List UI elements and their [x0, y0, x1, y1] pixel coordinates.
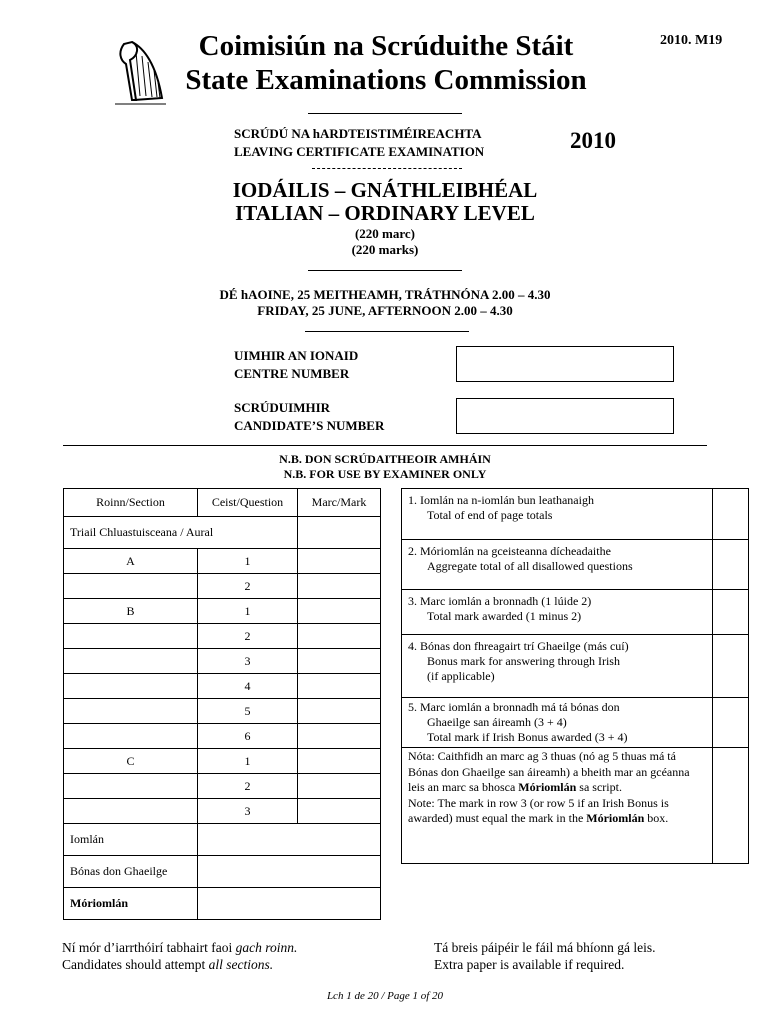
paper-code: 2010. M19 [660, 33, 723, 48]
table-row [64, 674, 381, 699]
column-header-mark: Marc/Mark [298, 489, 381, 517]
question-cell: 3 [198, 649, 298, 674]
note-english-text: Note: The mark in row 3 (or row 5 if an Irish Bonus is awarded) must equal the mark in the [408, 795, 669, 825]
table-row [64, 749, 381, 774]
extra-paper-english: Extra paper is available if required. [434, 957, 625, 972]
examiner-only-note-irish: N.B. DON SCRÚDAITHEOIR AMHÁIN [279, 452, 491, 466]
table-row [64, 699, 381, 724]
divider [63, 445, 707, 446]
total-label: Iomlán [64, 824, 198, 856]
row-label-irish: 2. Móriomlán na gceisteanna dícheadaithe [408, 544, 611, 558]
table-row [64, 549, 381, 574]
examiner-row [402, 489, 713, 540]
row-label-irish: 5. Marc iomlán a bronnadh má tá bónas don [408, 700, 620, 714]
mark-cell[interactable] [298, 549, 381, 574]
question-cell: 5 [198, 699, 298, 724]
candidate-number-input[interactable] [456, 398, 674, 434]
row-label-english: Total mark if Irish Bonus awarded (3 + 4) [427, 730, 628, 744]
section-cell [64, 674, 198, 699]
grand-total-mark-cell[interactable] [198, 888, 381, 920]
section-cell: A [64, 549, 198, 574]
note-english-text-end: box. [644, 811, 669, 825]
mark-cell[interactable] [298, 774, 381, 799]
row-label-english: Total mark awarded (1 minus 2) [427, 609, 582, 623]
subject-irish: IODÁILIS – GNÁTHLEIBHÉAL [232, 178, 538, 202]
table-row [64, 599, 381, 624]
row-label-english-note: (if applicable) [427, 669, 495, 683]
question-cell: 2 [198, 574, 298, 599]
extra-paper-irish: Tá breis páipéir le fáil má bhíonn gá leis. [434, 940, 656, 955]
question-cell: 4 [198, 674, 298, 699]
section-cell [64, 724, 198, 749]
section-cell [64, 624, 198, 649]
section-cell [64, 774, 198, 799]
row-label-english: Total of end of page totals [427, 508, 553, 522]
grand-total-label: Móriomlán [64, 888, 198, 920]
question-cell: 1 [198, 599, 298, 624]
candidate-number-label-english: CANDIDATE’S NUMBER [234, 418, 385, 433]
row-label-irish: 3. Marc iomlán a bronnadh (1 lúide 2) [408, 594, 592, 608]
examiner-only-note-english: N.B. FOR USE BY EXAMINER ONLY [283, 467, 487, 481]
exam-name-irish: SCRÚDÚ NA hARDTEISTIMÉIREACHTA [234, 126, 482, 141]
column-header-section: Roinn/Section [64, 489, 198, 517]
examiner-mark-cell[interactable] [713, 698, 749, 748]
harp-logo-icon [110, 38, 170, 108]
examiner-note [402, 748, 713, 864]
row-label-english: Bonus mark for answering through Irish [427, 654, 620, 668]
mark-cell[interactable] [298, 649, 381, 674]
question-cell: 2 [198, 624, 298, 649]
mark-cell[interactable] [298, 624, 381, 649]
candidate-number-label-irish: SCRÚDUIMHIR [234, 400, 331, 415]
instruction-irish-text: Ní mór d’iarrthóirí tabhairt faoi [62, 940, 236, 955]
column-header-question: Ceist/Question [198, 489, 298, 517]
question-cell: 3 [198, 799, 298, 824]
bonus-label: Bónas don Ghaeilge [64, 856, 198, 888]
mark-cell[interactable] [298, 749, 381, 774]
mark-cell[interactable] [298, 574, 381, 599]
examiner-row [402, 590, 713, 635]
section-cell [64, 799, 198, 824]
examiner-blank-cell [713, 748, 749, 864]
examiner-mark-cell[interactable] [713, 489, 749, 540]
instruction-irish [62, 940, 297, 956]
subject-english: ITALIAN – ORDINARY LEVEL [235, 201, 535, 225]
mark-cell[interactable] [298, 699, 381, 724]
instruction-english-emphasis: all sections. [208, 957, 274, 972]
divider [312, 168, 462, 169]
mark-cell[interactable] [298, 724, 381, 749]
examiner-row [402, 698, 713, 748]
note-irish-text-end: sa script. [576, 780, 622, 794]
note-irish-bold: Móriomlán [518, 780, 577, 794]
note-irish-text: Nóta: Caithfidh an marc ag 3 thuas (nó ag 5 thuas má tá Bónas don Ghaeilge san áireamh) a bheith mar an gcéanna leis an marc sa bhosca [408, 749, 690, 794]
mark-cell[interactable] [298, 517, 381, 549]
note-english-bold: Móriomlán [586, 811, 645, 825]
exam-name-english: LEAVING CERTIFICATE EXAMINATION [234, 144, 485, 159]
centre-number-input[interactable] [456, 346, 674, 382]
question-cell: 2 [198, 774, 298, 799]
table-row [64, 724, 381, 749]
row-label-irish: 4. Bónas don fhreagairt trí Ghaeilge (más cuí) [408, 639, 629, 653]
bonus-mark-cell[interactable] [198, 856, 381, 888]
section-cell [64, 574, 198, 599]
row-label-irish-cont: Ghaeilge san áireamh (3 + 4) [427, 715, 567, 729]
total-mark-cell[interactable] [198, 824, 381, 856]
row-label-irish: 1. Iomlán na n-iomlán bun leathanaigh [408, 493, 594, 507]
total-marks-english: (220 marks) [351, 242, 419, 257]
question-cell: 1 [198, 749, 298, 774]
examiner-row [402, 635, 713, 698]
row-label-english: Aggregate total of all disallowed questions [427, 559, 633, 573]
commission-title-english: State Examinations Commission [185, 64, 587, 96]
table-row [64, 799, 381, 824]
table-row [64, 574, 381, 599]
question-cell: 6 [198, 724, 298, 749]
examiner-mark-cell[interactable] [713, 540, 749, 590]
commission-title-irish: Coimisiún na Scrúduithe Stáit [198, 30, 574, 62]
mark-cell[interactable] [298, 599, 381, 624]
examiner-totals-table [401, 488, 749, 864]
examiner-mark-cell[interactable] [713, 635, 749, 698]
instruction-english [62, 957, 273, 973]
mark-cell[interactable] [298, 674, 381, 699]
page-number: Lch 1 de 20 / Page 1 of 20 [326, 990, 444, 1002]
section-cell: B [64, 599, 198, 624]
section-marks-table [63, 488, 381, 920]
divider [308, 113, 462, 114]
total-marks-irish: (220 marc) [354, 226, 416, 241]
divider [305, 331, 469, 332]
section-cell: C [64, 749, 198, 774]
aural-label: Triail Chluastuisceana / Aural [64, 517, 298, 549]
divider [308, 270, 462, 271]
mark-cell[interactable] [298, 799, 381, 824]
centre-number-label-english: CENTRE NUMBER [234, 366, 350, 381]
exam-date-irish: DÉ hAOINE, 25 MEITHEAMH, TRÁTHNÓNA 2.00 – 4.30 [219, 287, 551, 302]
exam-date-english: FRIDAY, 25 JUNE, AFTERNOON 2.00 – 4.30 [257, 303, 513, 318]
centre-number-label-irish: UIMHIR AN IONAID [234, 348, 359, 363]
examiner-row [402, 540, 713, 590]
table-row [64, 649, 381, 674]
table-row [64, 624, 381, 649]
table-row [64, 774, 381, 799]
examiner-mark-cell[interactable] [713, 590, 749, 635]
question-cell: 1 [198, 549, 298, 574]
section-cell [64, 699, 198, 724]
instruction-irish-emphasis: gach roinn. [235, 940, 298, 955]
section-cell [64, 649, 198, 674]
instruction-english-text: Candidates should attempt [62, 957, 209, 972]
exam-year: 2010 [570, 128, 616, 153]
